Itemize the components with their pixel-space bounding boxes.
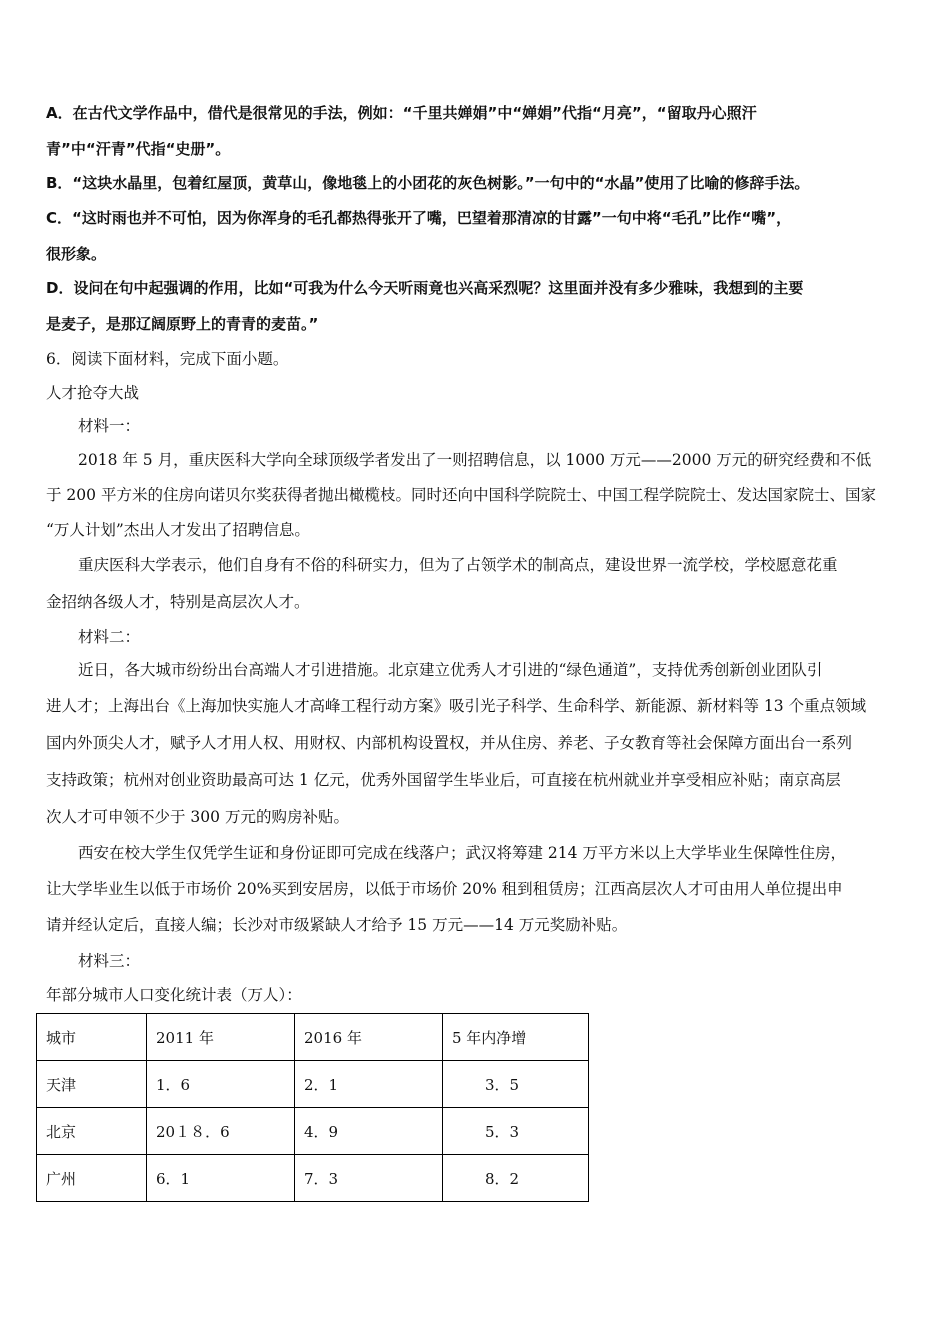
material-1-label: 材料一： (78, 417, 141, 435)
table-row (37, 1108, 589, 1155)
material-2-para-2-line-2: 让大学毕业生以低于市场价 20%买到安居房，以低于市场价 20% 租到租赁房；江西高层次人才可由用人单位提出申 (46, 880, 843, 898)
option-c-line-1: C．“这时雨也并不可怕，因为你浑身的毛孔都热得张开了嘴，巴望着那清凉的甘露”一句中将“毛孔”比作“嘴”， (46, 209, 792, 227)
cell-city: 北京 (37, 1108, 147, 1155)
material-2-para-1-line-3: 国内外顶尖人才，赋予人才用人权、用财权、内部机构设置权，并从住房、养老、子女教育等社会保障方面出台一系列 (46, 734, 853, 752)
table-row (37, 1061, 589, 1108)
table-caption: 年部分城市人口变化统计表（万人）： (46, 986, 302, 1004)
cell-2016: 7．3 (295, 1155, 443, 1202)
option-d-line-2: 是麦子，是那辽阔原野上的青青的麦苗。” (46, 315, 319, 333)
material-1-para-1-line-1: 2018 年 5 月，重庆医科大学向全球顶级学者发出了一则招聘信息，以 1000 万元——2000 万元的研究经费和不低 (78, 451, 872, 469)
cell-city: 广州 (37, 1155, 147, 1202)
cell-2011: 1．6 (147, 1061, 295, 1108)
option-d-line-1: D．设问在句中起强调的作用，比如“可我为什么今天听雨竟也兴高采烈呢？这里面并没有多少雅味，我想到的主要 (46, 279, 804, 297)
population-table (36, 1013, 589, 1202)
material-2-para-1-line-2: 进人才；上海出台《上海加快实施人才高峰工程行动方案》吸引光子科学、生命科学、新能源、新材料等 13 个重点领域 (46, 697, 867, 715)
option-a-line-1: A．在古代文学作品中，借代是很常见的手法，例如：“千里共婵娟”中“婵娟”代指“月亮”，“留取丹心照汗 (46, 104, 757, 122)
cell-2011: 20１８．6 (147, 1108, 295, 1155)
material-2-para-1-line-5: 次人才可申领不少于 300 万元的购房补贴。 (46, 808, 349, 826)
header-city: 城市 (37, 1014, 147, 1061)
option-c-line-2: 很形象。 (46, 245, 107, 263)
header-2011: 2011 年 (147, 1014, 295, 1061)
material-1-para-2-line-2: 金招纳各级人才，特别是高层次人才。 (46, 593, 310, 611)
question-prompt: 6．阅读下面材料，完成下面小题。 (46, 350, 289, 368)
material-2-para-1-line-1: 近日，各大城市纷纷出台高端人才引进措施。北京建立优秀人才引进的“绿色通道”，支持优秀创新创业团队引 (78, 661, 823, 679)
material-1-para-2-line-1: 重庆医科大学表示，他们自身有不俗的科研实力，但为了占领学术的制高点，建设世界一流学校，学校愿意花重 (78, 556, 838, 574)
cell-2016: 4．9 (295, 1108, 443, 1155)
article-title: 人才抢夺大战 (46, 384, 140, 402)
material-1-para-1-line-3: “万人计划”杰出人才发出了招聘信息。 (46, 521, 310, 539)
material-3-label: 材料三： (78, 952, 141, 970)
cell-net-increase: 8．2 (443, 1155, 589, 1202)
option-b-line-1: B．“这块水晶里，包着红屋顶，黄草山，像地毯上的小团花的灰色树影。”一句中的“水晶”使用了比喻的修辞手法。 (46, 174, 810, 192)
material-2-label: 材料二： (78, 628, 141, 646)
option-a-line-2: 青”中“汗青”代指“史册”。 (46, 140, 231, 158)
cell-city: 天津 (37, 1061, 147, 1108)
cell-net-increase: 5．3 (443, 1108, 589, 1155)
table-header-row (37, 1014, 589, 1061)
header-net-increase: 5 年内净增 (443, 1014, 589, 1061)
material-2-para-2-line-1: 西安在校大学生仅凭学生证和身份证即可完成在线落户；武汉将筹建 214 万平方米以上大学毕业生保障性住房， (78, 844, 846, 862)
material-1-para-1-line-2: 于 200 平方米的住房向诺贝尔奖获得者抛出橄榄枝。同时还向中国科学院院士、中国工程学院院士、发达国家院士、国家 (46, 486, 876, 504)
table-row (37, 1155, 589, 1202)
header-2016: 2016 年 (295, 1014, 443, 1061)
cell-2016: 2．1 (295, 1061, 443, 1108)
cell-2011: 6．1 (147, 1155, 295, 1202)
material-2-para-1-line-4: 支持政策；杭州对创业资助最高可达 1 亿元，优秀外国留学生毕业后，可直接在杭州就业并享受相应补贴；南京高层 (46, 771, 841, 789)
material-2-para-2-line-3: 请并经认定后，直接人编；长沙对市级紧缺人才给予 15 万元——14 万元奖励补贴。 (46, 916, 628, 934)
cell-net-increase: 3．5 (443, 1061, 589, 1108)
